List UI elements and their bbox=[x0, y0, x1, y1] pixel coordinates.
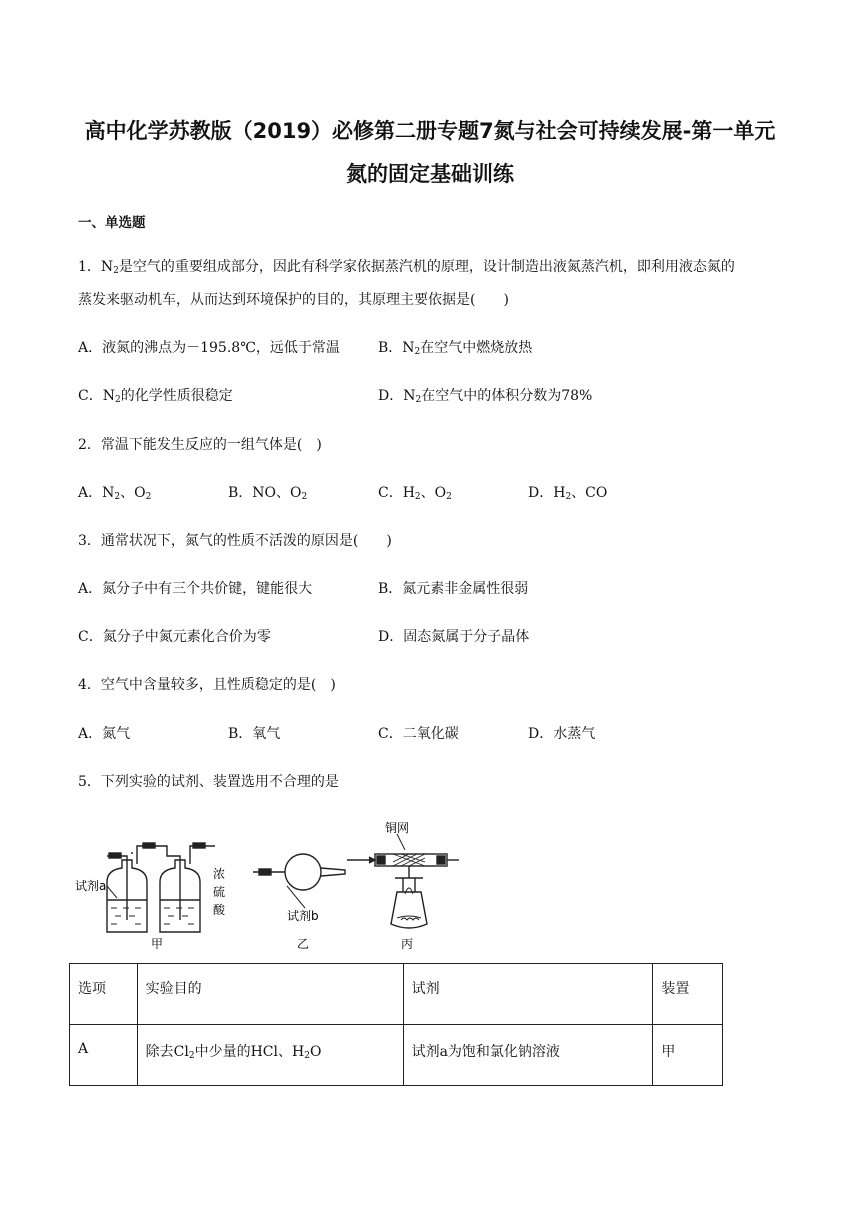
question-5-stem: 5．下列实验的试剂、装置选用不合理的是 bbox=[78, 774, 339, 790]
question-2-stem: 2．常温下能发生反应的一组气体是( ) bbox=[78, 437, 322, 453]
question-3-option-b: B．氮元素非金属性很弱 bbox=[378, 581, 529, 597]
question-1-option-c: C．$N_2$的化学性质很稳定 bbox=[78, 388, 233, 405]
table-header-purpose: 实验目的 bbox=[137, 964, 403, 1025]
page-title-line-1: 高中化学苏教版（2019）必修第二册专题7氮与社会可持续发展-第一单元 bbox=[84, 119, 776, 143]
figure-label-reagent-a: 试剂a bbox=[75, 879, 107, 893]
apparatus-jia-bottles bbox=[107, 843, 215, 932]
figure-label-reagent-b: 试剂b bbox=[287, 909, 319, 923]
section-heading: 一、单选题 bbox=[78, 215, 146, 231]
figure-label-copper-mesh: 铜网 bbox=[385, 821, 410, 835]
page-title-line-2: 氮的固定基础训练 bbox=[346, 162, 514, 186]
question-2-option-c: C．$H_2$、$O_2$ bbox=[378, 485, 452, 502]
question-3-option-d: D．固态氮属于分子晶体 bbox=[378, 629, 530, 645]
table-header-row bbox=[70, 964, 723, 1025]
table-header-option: 选项 bbox=[70, 964, 138, 1025]
figure-label-bing: 丙 bbox=[401, 937, 414, 950]
question-1-line-1: 1．$N_2$是空气的重要组成部分，因此有科学家依据蒸汽机的原理，设计制造出液氮蒸汽机，即利用液态氮的 bbox=[78, 259, 735, 276]
question-4-stem: 4．空气中含量较多，且性质稳定的是( ) bbox=[78, 677, 336, 693]
table-cell-device: 甲 bbox=[653, 1025, 723, 1086]
figure-label-acid-3: 酸 bbox=[213, 903, 226, 917]
table-row bbox=[70, 1025, 723, 1086]
question-3-option-a: A．氮分子中有三个共价键，键能很大 bbox=[78, 581, 313, 597]
question-2-option-d: D．$H_2$、CO bbox=[528, 485, 608, 502]
figure-label-jia: 甲 bbox=[151, 937, 164, 950]
table-header-reagent: 试剂 bbox=[403, 964, 653, 1025]
question-4-option-a: A．氮气 bbox=[78, 726, 131, 742]
table-header-device: 装置 bbox=[653, 964, 723, 1025]
question-1-option-b: B．$N_2$在空气中燃烧放热 bbox=[378, 340, 533, 357]
question-4-option-b: B．氧气 bbox=[228, 726, 281, 742]
question-2-option-b: B．NO、$O_2$ bbox=[228, 485, 308, 502]
question-1-option-a: A．液氮的沸点为－195.8℃，远低于常温 bbox=[78, 340, 340, 356]
apparatus-yi-drying-tube bbox=[253, 854, 345, 908]
question-4-option-d: D．水蒸气 bbox=[528, 726, 596, 742]
figure-label-yi: 乙 bbox=[297, 937, 310, 950]
question-3-option-c: C．氮分子中氮元素化合价为零 bbox=[78, 629, 271, 645]
apparatus-figure bbox=[75, 820, 475, 950]
table-cell-reagent: 试剂a为饱和氯化钠溶液 bbox=[403, 1025, 653, 1086]
question-3-stem: 3．通常状况下，氮气的性质不活泼的原因是( ) bbox=[78, 533, 392, 549]
apparatus-bing-heating bbox=[347, 834, 459, 928]
figure-label-acid-2: 硫 bbox=[213, 885, 226, 899]
table-cell-purpose: 除去$Cl_2$中少量的HCl、$H_2O$ bbox=[137, 1025, 403, 1086]
question-1-line-2: 蒸发来驱动机车，从而达到环境保护的目的，其原理主要依据是( ) bbox=[78, 292, 509, 308]
figure-label-acid-1: 浓 bbox=[213, 867, 226, 881]
question-2-option-a: A．$N_2$、$O_2$ bbox=[78, 485, 152, 502]
question-1-option-d: D．$N_2$在空气中的体积分数为78% bbox=[378, 388, 593, 405]
table-cell-option: A bbox=[70, 1025, 138, 1086]
experiment-table bbox=[69, 963, 723, 1086]
question-4-option-c: C．二氧化碳 bbox=[378, 726, 459, 742]
